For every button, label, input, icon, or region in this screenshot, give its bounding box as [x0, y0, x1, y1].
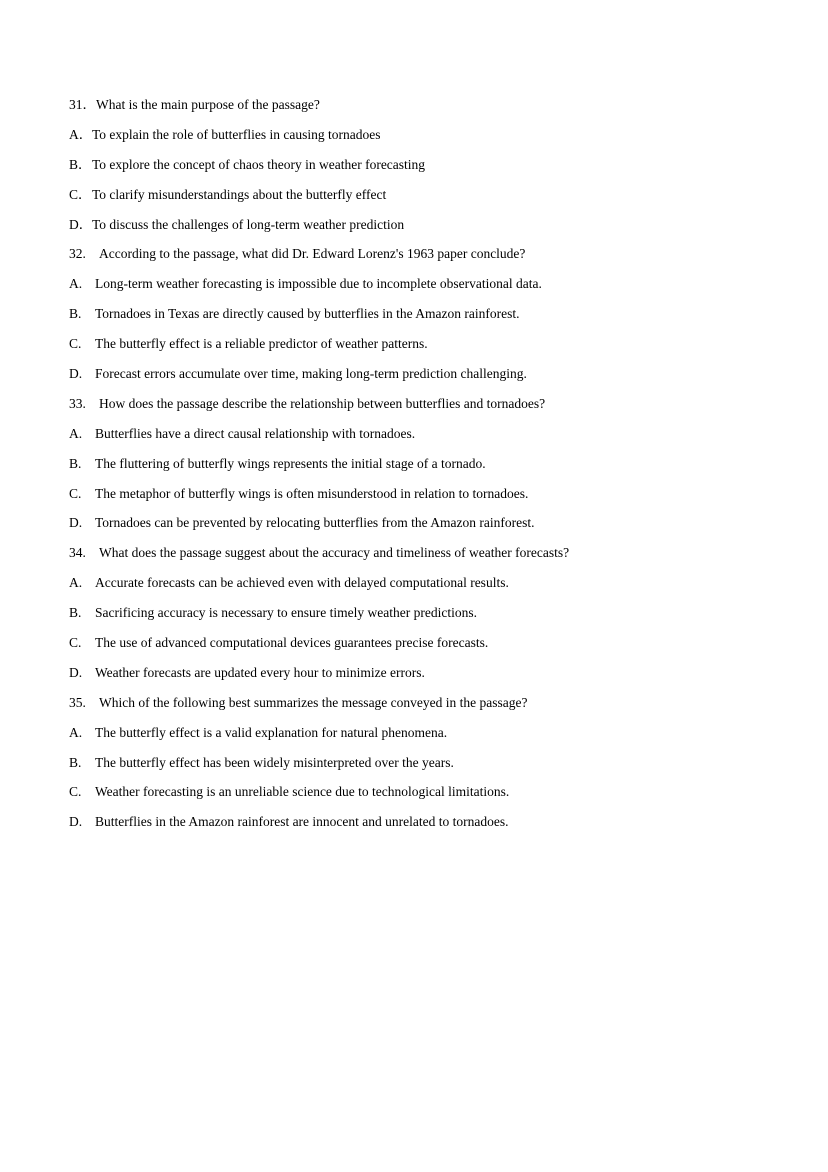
option-letter: C.	[69, 336, 82, 352]
option-text: Weather forecasting is an unreliable science due to technological limitations.	[95, 784, 510, 800]
option-a	[69, 723, 769, 753]
question-34	[69, 543, 769, 692]
option-b	[69, 155, 769, 185]
option-d	[69, 215, 769, 245]
option-letter: A.	[69, 276, 83, 292]
option-text: Tornadoes can be prevented by relocating butterflies from the Amazon rainforest.	[95, 515, 535, 531]
option-d	[69, 812, 769, 842]
option-text: Accurate forecasts can be achieved even with delayed computational results.	[95, 575, 509, 591]
option-letter: B.	[69, 605, 82, 621]
question-text: What is the main purpose of the passage?	[96, 97, 320, 112]
question-35	[69, 693, 769, 842]
question-text: What does the passage suggest about the accuracy and timeliness of weather forecasts?	[99, 545, 570, 561]
question-number: 33.	[69, 395, 86, 411]
option-d	[69, 513, 769, 543]
option-letter: A.	[69, 575, 83, 591]
question-stem	[69, 95, 769, 125]
option-text: Forecast errors accumulate over time, making long-term prediction challenging.	[95, 366, 527, 382]
question-number: 32.	[69, 246, 86, 262]
option-letter: A．	[69, 126, 93, 142]
option-text: Butterflies in the Amazon rainforest are innocent and unrelated to tornadoes.	[95, 814, 509, 830]
option-letter: A.	[69, 724, 83, 740]
option-text: To explain the role of butterflies in causing tornadoes	[92, 126, 381, 142]
option-letter: C.	[69, 635, 82, 651]
option-b	[69, 753, 769, 783]
option-letter: C．	[69, 186, 92, 202]
option-b	[69, 304, 769, 334]
option-letter: D．	[69, 216, 93, 232]
option-a	[69, 274, 769, 304]
option-letter: A.	[69, 425, 83, 441]
option-text: Tornadoes in Texas are directly caused by butterflies in the Amazon rainforest.	[95, 306, 520, 322]
option-letter: C.	[69, 784, 82, 800]
option-b	[69, 603, 769, 633]
option-a	[69, 573, 769, 603]
question-stem	[69, 543, 769, 573]
question-text: According to the passage, what did Dr. Edward Lorenz's 1963 paper conclude?	[99, 246, 526, 262]
question-33	[69, 394, 769, 543]
question-stem	[69, 394, 769, 424]
option-text: The butterfly effect is a reliable predictor of weather patterns.	[95, 336, 428, 352]
question-number: 34.	[69, 545, 86, 561]
option-letter: C.	[69, 485, 82, 501]
question-stem	[69, 244, 769, 274]
option-c	[69, 185, 769, 215]
option-c	[69, 334, 769, 364]
option-letter: B.	[69, 455, 82, 471]
question-number: 31．	[69, 97, 96, 112]
option-letter: B.	[69, 306, 82, 322]
option-text: Sacrificing accuracy is necessary to ensure timely weather predictions.	[95, 605, 477, 621]
option-letter: B.	[69, 754, 82, 770]
option-text: To clarify misunderstandings about the butterfly effect	[92, 186, 387, 202]
option-text: The use of advanced computational devices guarantees precise forecasts.	[95, 635, 489, 651]
option-text: Long-term weather forecasting is impossible due to incomplete observational data.	[95, 276, 542, 292]
option-c	[69, 782, 769, 812]
question-number: 35.	[69, 694, 86, 710]
option-text: Weather forecasts are updated every hour to minimize errors.	[95, 664, 425, 680]
option-d	[69, 364, 769, 394]
option-letter: B．	[69, 156, 92, 172]
option-d	[69, 663, 769, 693]
option-letter: D.	[69, 664, 83, 680]
option-b	[69, 454, 769, 484]
question-32	[69, 244, 769, 393]
option-text: To discuss the challenges of long-term weather prediction	[92, 216, 405, 232]
question-stem	[69, 693, 769, 723]
question-text: How does the passage describe the relationship between butterflies and tornadoes?	[99, 395, 546, 411]
option-letter: D.	[69, 515, 83, 531]
option-letter: D.	[69, 366, 83, 382]
option-text: To explore the concept of chaos theory in weather forecasting	[92, 156, 426, 172]
option-c	[69, 484, 769, 514]
question-list	[69, 95, 769, 842]
option-a	[69, 125, 769, 155]
option-letter: D.	[69, 814, 83, 830]
option-text: The butterfly effect is a valid explanation for natural phenomena.	[95, 724, 448, 740]
option-text: Butterflies have a direct causal relationship with tornadoes.	[95, 425, 416, 441]
option-c	[69, 633, 769, 663]
option-text: The butterfly effect has been widely misinterpreted over the years.	[95, 754, 454, 770]
question-text: Which of the following best summarizes the message conveyed in the passage?	[99, 694, 528, 710]
question-31	[69, 95, 769, 244]
option-text: The metaphor of butterfly wings is often misunderstood in relation to tornadoes.	[95, 485, 529, 501]
option-text: The fluttering of butterfly wings represents the initial stage of a tornado.	[95, 455, 486, 471]
option-a	[69, 424, 769, 454]
